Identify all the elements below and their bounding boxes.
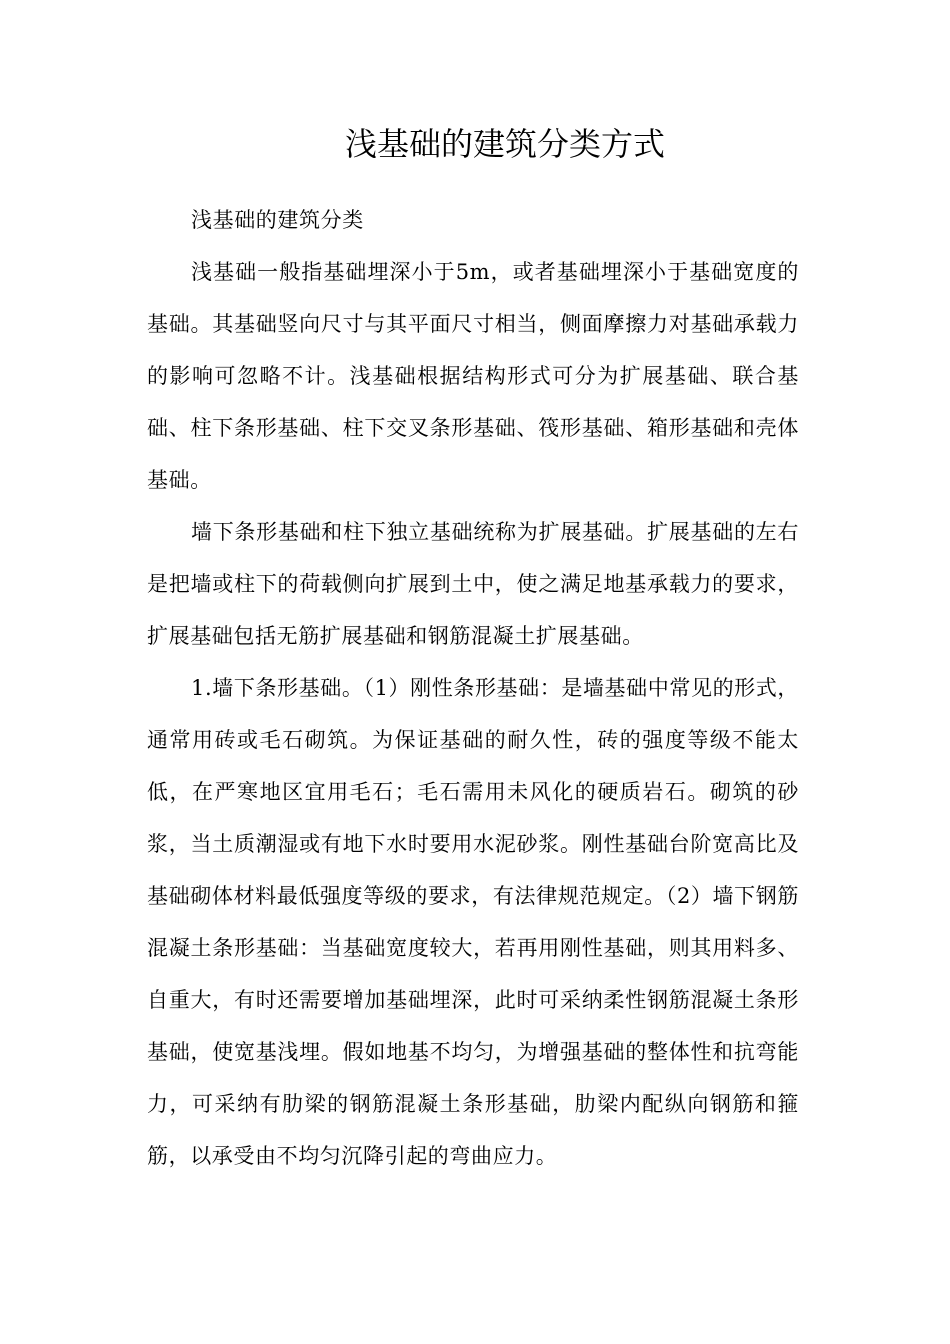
paragraph-strip-foundation: 1.墙下条形基础。（1）刚性条形基础：是墙基础中常见的形式，通常用砖或毛石砌筑。为保证基础的耐久性，砖的强度等级不能太低，在严寒地区宜用毛石；毛石需用未风化的硬质岩石。砌筑的砂浆，当土质潮湿或有地下水时要用水泥砂浆。刚性基础台阶宽高比及基础砌体材料最低强度等级的要求，有法律规范规定。（2）墙下钢筋混凝土条形基础：当基础宽度较大，若再用刚性基础，则其用料多、自重大，有时还需要增加基础埋深，此时可采纳柔性钢筋混凝土条形基础，使宽基浅埋。假如地基不均匀，为增强基础的整体性和抗弯能力，可采纳有肋梁的钢筋混凝土条形基础，肋梁内配纵向钢筋和箍筋，以承受由不均匀沉降引起的弯曲应力。 xyxy=(147,676,799,1168)
paragraph-definition: 浅基础一般指基础埋深小于5m，或者基础埋深小于基础宽度的基础。其基础竖向尺寸与其平面尺寸相当，侧面摩擦力对基础承载力的影响可忽略不计。浅基础根据结构形式可分为扩展基础、联合基础、柱下条形基础、柱下交叉条形基础、筏形基础、箱形基础和壳体基础。 xyxy=(147,260,799,492)
document-title: 浅基础的建筑分类方式 xyxy=(344,125,665,163)
paragraph-subheading: 浅基础的建筑分类 xyxy=(191,208,364,232)
document-body xyxy=(147,194,799,1182)
paragraph-spread-foundation: 墙下条形基础和柱下独立基础统称为扩展基础。扩展基础的左右是把墙或柱下的荷载侧向扩展到土中，使之满足地基承载力的要求，扩展基础包括无筋扩展基础和钢筋混凝土扩展基础。 xyxy=(147,520,799,648)
